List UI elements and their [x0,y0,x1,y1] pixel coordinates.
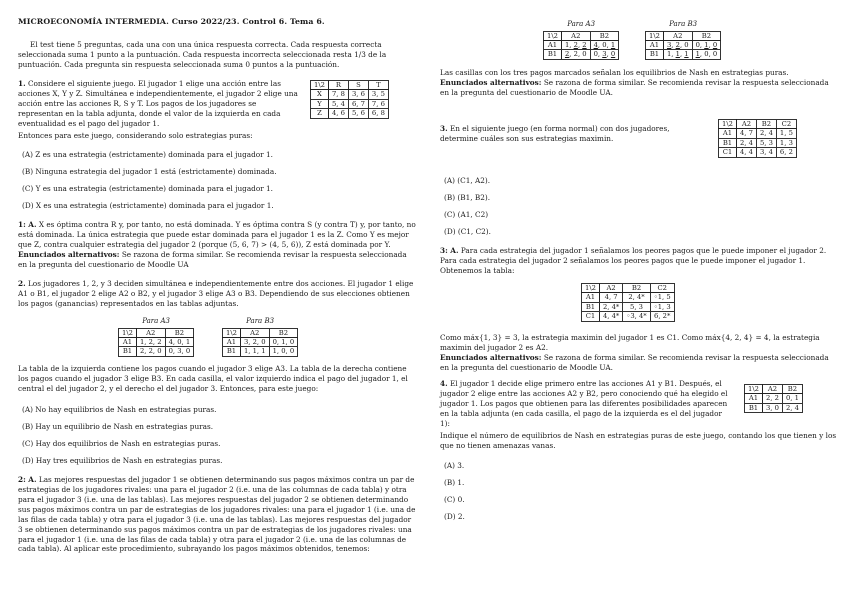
q3-table2-cell: 4, 4* [599,312,622,321]
q1-option-c[interactable]: (C) Y es una estrategia (estrictamente) dominada para el jugador 1. [22,184,274,193]
q3-text: En el siguiente juego (en forma normal) con dos jugadores, determine cuáles son sus estrategias maximin. [440,124,670,143]
q2-ub3-cell: 0, 1, 0 [692,40,721,49]
q2-ua3-cell: 1\2 [544,31,562,40]
q3-table2-cell: B2 [623,284,650,293]
q2-ub3-cell: A2 [663,31,692,40]
q3-table2-row [582,312,675,321]
q3-table-cell: 4, 7 [736,129,756,138]
q2-ua3-cell: 4, 0, 1 [590,40,619,49]
q2-ua3-row [544,31,619,40]
q3-table-cell: 5, 3 [756,138,776,147]
q3-table2-cell: A2 [599,284,622,293]
q2-alt-text: Se razona de forma similar. Se recomienda revisar la respuesta seleccionada en la pregunta del cuestionario de Moodle UA. [440,77,829,97]
q3-option-b[interactable]: (B) (B1, B2). [444,193,491,202]
q2-ua3-row [544,50,619,59]
q2-ua3-row [544,40,619,49]
q3-table-row [719,120,797,129]
q4-table-cell: B2 [782,385,802,394]
q3-table2-cell: 6, 2* [650,312,674,321]
q2-alt-head: Enunciados alternativos: [440,77,542,87]
q3-answer [440,246,838,276]
q1-table-cell: T [368,81,388,90]
q2-ub3-row [646,40,721,49]
q3-table-cell: 3, 4 [756,148,776,157]
q3-table-cell: 4, 4 [736,148,756,157]
q1-table-row [311,81,389,90]
q4-number: 4. [440,379,448,388]
q4-table-cell: A2 [762,385,782,394]
q3-number: 3. [440,124,448,133]
q2-caption-a3: Para A3 [142,317,171,325]
q4-option-b[interactable]: (B) 1. [444,478,465,487]
q2-b3-row [223,337,298,346]
q1-answer-head: 1: A. [18,220,37,229]
q3-table-row [719,138,797,147]
q4-text: El jugador 1 decide elige primero entre las acciones A1 y B1. Después, el jugador 2 elige entre las acciones A2 y B2, pero conociendo qué ha elegido el jugador 1. Los pagos que obtienen para las diferentes posibilidades aparecen en la tabla adjunta (en cada casilla, el pago de la izquierda es el del jugador 1): [440,379,728,428]
q2-ua3-cell: B2 [590,31,619,40]
q3-table2-cell: C2 [650,284,674,293]
q3-table-cell: 2, 4 [756,129,776,138]
q2-explanation: La tabla de la izquierda contiene los pagos cuando el jugador 3 elige A3. La tabla de la derecha contiene los pagos cuando el jugador 3 elige B3. En cada casilla, el valor izquierdo indica el pago del jugador 1, el central el del jugador 2, y el derecho el del jugador 3. Entonces, para este juego: [18,364,408,393]
q2-option-c[interactable]: (C) Hay dos equilibrios de Nash en estrategias puras. [22,439,221,448]
q2-answer-text: Las mejores respuestas del jugador 1 se obtienen determinando sus pagos máximos contra un par de estrategias de los jugadores rivales: una para el jugador 2 (i.e. una de las columnas de cada tabla) y otra para el jugador 3 (i.e. una de las tablas). Las mejores respuestas del jugador 2 se obtienen determinando sus pagos máximos contra un par de estrategias de los jugadores rivales: una para el jugador 1 (i.e. una de las filas de cada tabla) y otra para el jugador 3 (i.e. una de las tablas). Las mejores respuestas del jugador 3 se obtienen determinando sus pagos máximos contra un par de estrategias de los jugadores rivales: una para el jugador 1 (i.e. una de las filas de cada tabla) y otra para el jugador 2 (i.e. una de las columnas de cada tabla). Al aplicar este procedimiento, subrayando los pagos máximos obtenidos, tenemos: [18,475,416,554]
q1-lead: Entonces para este juego, considerando solo estrategias puras: [18,131,253,140]
q1-table-cell: Z [311,109,329,118]
intro-paragraph: El test tiene 5 preguntas, cada una con una única respuesta correcta. Cada respuesta correcta seleccionada suma 1 punto a la puntuación. Cada respuesta incorrecta seleccionada resta 1/3 de la puntuación. Cada pregunta sin respuesta seleccionada suma 0 puntos a la puntuación. [18,40,387,69]
q3-option-c[interactable]: (C) (A1, C2) [444,210,489,219]
q3-maximin-table [581,283,675,322]
q3-table2-cell: 2, 4* [599,302,622,311]
q3-payoff-table [718,119,797,158]
q2-underlined-caption-b3: Para B3 [669,20,698,28]
q3-table2-cell: C1 [582,312,600,321]
q2-ub3-cell: 3, 2, 0 [663,40,692,49]
q3-table2-row [582,302,675,311]
q2-ub3-cell: A1 [646,40,664,49]
q1-table-cell: 5, 6 [348,109,368,118]
q3-option-a[interactable]: (A) (C1, A2). [444,176,491,185]
q3-table2-row [582,293,675,302]
q4-option-c[interactable]: (C) 0. [444,495,465,504]
q2-a3-row [119,328,194,337]
q3-table-cell: 2, 4 [736,138,756,147]
q2-statement [18,279,416,309]
q2-ua3-cell: B1 [544,50,562,59]
q3-table-cell: 1\2 [719,120,737,129]
q4-table-cell: 1\2 [745,385,763,394]
q3-statement [440,124,698,144]
q4-table-cell: B1 [745,403,763,412]
q3-table-cell: B1 [719,138,737,147]
q1-table-cell: X [311,90,329,99]
q2-number: 2. [18,279,26,288]
q2-underlined-caption-a3: Para A3 [567,20,596,28]
q4-option-a[interactable]: (A) 3. [444,461,465,470]
q1-table-row [311,99,389,108]
q2-answer-head: 2: A. [18,475,37,484]
q2-a3-cell: A1 [119,337,137,346]
q1-table-cell: 1\2 [311,81,329,90]
q1-number: 1. [18,79,26,88]
q2-table-b3 [222,317,298,357]
q1-option-a[interactable]: (A) Z es una estrategia (estrictamente) dominada para el jugador 1. [22,150,273,159]
q2-caption-b3: Para B3 [246,317,275,325]
q2-b3-cell: 1\2 [223,328,241,337]
q1-alt-text: Se razona de forma similar. Se recomienda revisar la respuesta seleccionada en la pregunta del cuestionario de Moodle UA [18,249,407,269]
q4-lead: Indique el número de equilibrios de Nash en estrategias puras de este juego, contando los que tienen y los que no tienen amenazas vanas. [440,431,837,450]
q2-ub3-row [646,31,721,40]
q2-ua3-cell: 0, 3, 0 [590,50,619,59]
q1-answer [18,220,416,270]
q2-b3-cell: 3, 2, 0 [240,337,269,346]
q1-table-cell: 3, 6 [348,90,368,99]
q2-a3-cell: 1, 2, 2 [136,337,165,346]
q2-ub3-cell: 1, 0, 0 [692,50,721,59]
q2-ub3-cell: 1\2 [646,31,664,40]
q1-table-cell: 3, 5 [368,90,388,99]
q2-a3-cell: 2, 2, 0 [136,347,165,356]
q3-table2-cell: ◦1, 3 [650,302,674,311]
q2-b3-cell: B2 [269,328,298,337]
q3-answer-text: Para cada estrategia del jugador 1 señalamos los peores pagos que le puede imponer el jugador 2. Para cada estrategia del jugador 2 señalamos los peores pagos que le puede imponer el jugador 1. Obtenemos la tabla: [440,246,827,275]
q3-table-cell: C1 [719,148,737,157]
q2-ua3-cell: A2 [561,31,590,40]
q2-b3-cell: B1 [223,347,241,356]
q2-underlined-table-b3 [645,20,721,60]
q2-ua3-cell: 1, 2, 2 [561,40,590,49]
q2-a3-cell: B2 [165,328,194,337]
q4-table-row [745,385,803,394]
q1-text: Considere el siguiente juego. El jugador 1 elige una acción entre las acciones X, Y y Z. Simultánea e independientemente, el jugador 2 elige una acción entre las acciones R, S y T. Los pagos de los jugadores se representan en la tabla adjunta, donde el valor de la izquierda en cada eventualidad es el pago del jugador 1. [18,79,298,128]
q2-ub3-cell: 1, 1, 1 [663,50,692,59]
q1-option-d[interactable]: (D) X es una estrategia (estrictamente) dominada para el jugador 1. [22,201,274,210]
q3-table2-cell: ◦1, 5 [650,293,674,302]
q2-ua3-cell: A1 [544,40,562,49]
q1-table-row [311,90,389,99]
q2-b3-cell: 0, 1, 0 [269,337,298,346]
q3-table-row [719,129,797,138]
q1-table-cell: 7, 6 [368,99,388,108]
q4-option-d[interactable]: (D) 2. [444,512,465,521]
q2-b3-cell: 1, 1, 1 [240,347,269,356]
q1-table-cell: R [328,81,348,90]
q1-alt-head: Enunciados alternativos: [18,249,120,259]
q3-table-cell: 1, 5 [776,129,796,138]
q3-table-cell: 6, 2 [776,148,796,157]
q1-table-cell: 6, 8 [368,109,388,118]
q2-a3-row [119,347,194,356]
q2-a3-cell: A2 [136,328,165,337]
q3-after-text: Como máx{1, 3} = 3, la estrategia maximin del jugador 1 es C1. Como máx{4, 2, 4} = 4, la estrategia maximin del jugador 2 es A2. [440,333,820,352]
q3-table2-cell: 4, 7 [599,293,622,302]
q2-ub3-cell: B1 [646,50,664,59]
q2-option-b[interactable]: (B) Hay un equilibrio de Nash en estrategias puras. [22,422,214,431]
q2-text: Los jugadores 1, 2, y 3 deciden simultánea e independientemente entre dos acciones. El jugador 1 elige A1 o B1, el jugador 2 elige A2 o B2, y el jugador 3 elige A3 o B3. Dependiendo de sus elecciones obtienen los pagos (ganancias) representados en las tablas adjuntas. [18,279,414,308]
q1-table-cell: 7, 8 [328,90,348,99]
q2-conclusion [440,68,838,98]
q1-table-row [311,109,389,118]
q2-b3-row [223,328,298,337]
q2-option-d[interactable]: (D) Hay tres equilibrios de Nash en estrategias puras. [22,456,223,465]
q2-a3-cell: 0, 3, 0 [165,347,194,356]
q2-answer [18,475,416,554]
q2-after-text: Las casillas con los tres pagos marcados señalan los equilibrios de Nash en estrategias puras. [440,68,789,77]
q2-underlined-table-a3 [543,20,619,60]
q2-b3-cell: A1 [223,337,241,346]
q2-a3-cell: B1 [119,347,137,356]
q1-statement [18,79,300,129]
q3-alt-head: Enunciados alternativos: [440,352,542,362]
q3-table2-cell: A1 [582,293,600,302]
q3-answer-head: 3: A. [440,246,459,255]
q4-table-cell: 2, 4 [782,403,802,412]
q1-table-cell: 5, 4 [328,99,348,108]
q3-table2-row [582,284,675,293]
q3-table2-cell: 5, 3 [623,302,650,311]
q1-table-cell: 6, 7 [348,99,368,108]
q2-b3-row [223,347,298,356]
q3-table-cell: A1 [719,129,737,138]
q3-table-cell: B2 [756,120,776,129]
q1-payoff-table [310,80,389,119]
q2-a3-row [119,337,194,346]
q1-table-cell: Y [311,99,329,108]
q4-table-cell: 0, 1 [782,394,802,403]
q2-a3-cell: 1\2 [119,328,137,337]
q1-table-cell: 4, 6 [328,109,348,118]
q3-conclusion [440,333,838,373]
q2-ub3-cell: B2 [692,31,721,40]
q2-a3-cell: 4, 0, 1 [165,337,194,346]
q3-alt-text: Se razona de forma similar. Se recomienda revisar la respuesta seleccionada en la pregunta del cuestionario de Moodle UA. [440,352,829,372]
q3-option-d[interactable]: (D) (C1, C2). [444,227,491,236]
q3-table2-cell: 2, 4* [623,293,650,302]
q2-ub3-row [646,50,721,59]
q4-table-cell: 2, 2 [762,394,782,403]
q4-table-row [745,394,803,403]
q1-option-b[interactable]: (B) Ninguna estrategia del jugador 1 está (estrictamente) dominada. [22,167,277,176]
q2-b3-cell: A2 [240,328,269,337]
q2-option-a[interactable]: (A) No hay equilibrios de Nash en estrategias puras. [22,405,217,414]
q4-payoff-table [744,384,803,413]
q3-table2-cell: B1 [582,302,600,311]
q3-table-cell: 1, 3 [776,138,796,147]
q3-table2-cell: ◦3, 4* [623,312,650,321]
q4-table-cell: 3, 0 [762,403,782,412]
q1-answer-text: X es óptima contra R y, por tanto, no está dominada. Y es óptima contra S (y contra T) y, por tanto, no está dominada. La única estrategia que puede estar dominada para el jugador 1 es la Z. Como Y es mejor que Z, contra cualquier estrategia del jugador 2 (porque (5, 6, 7) > (4, 5, 6)), Z está dominada por Y. [18,220,416,249]
q4-statement [440,379,730,429]
q2-b3-cell: 1, 0, 0 [269,347,298,356]
q2-table-a3 [118,317,194,357]
q3-table-row [719,148,797,157]
q1-table-cell: S [348,81,368,90]
q2-ua3-cell: 2, 2, 0 [561,50,590,59]
q3-table2-cell: 1\2 [582,284,600,293]
page-title: MICROECONOMÍA INTERMEDIA. Curso 2022/23. Control 6. Tema 6. [18,17,325,26]
q4-table-cell: A1 [745,394,763,403]
q3-table-cell: A2 [736,120,756,129]
q3-table-cell: C2 [776,120,796,129]
q4-table-row [745,403,803,412]
